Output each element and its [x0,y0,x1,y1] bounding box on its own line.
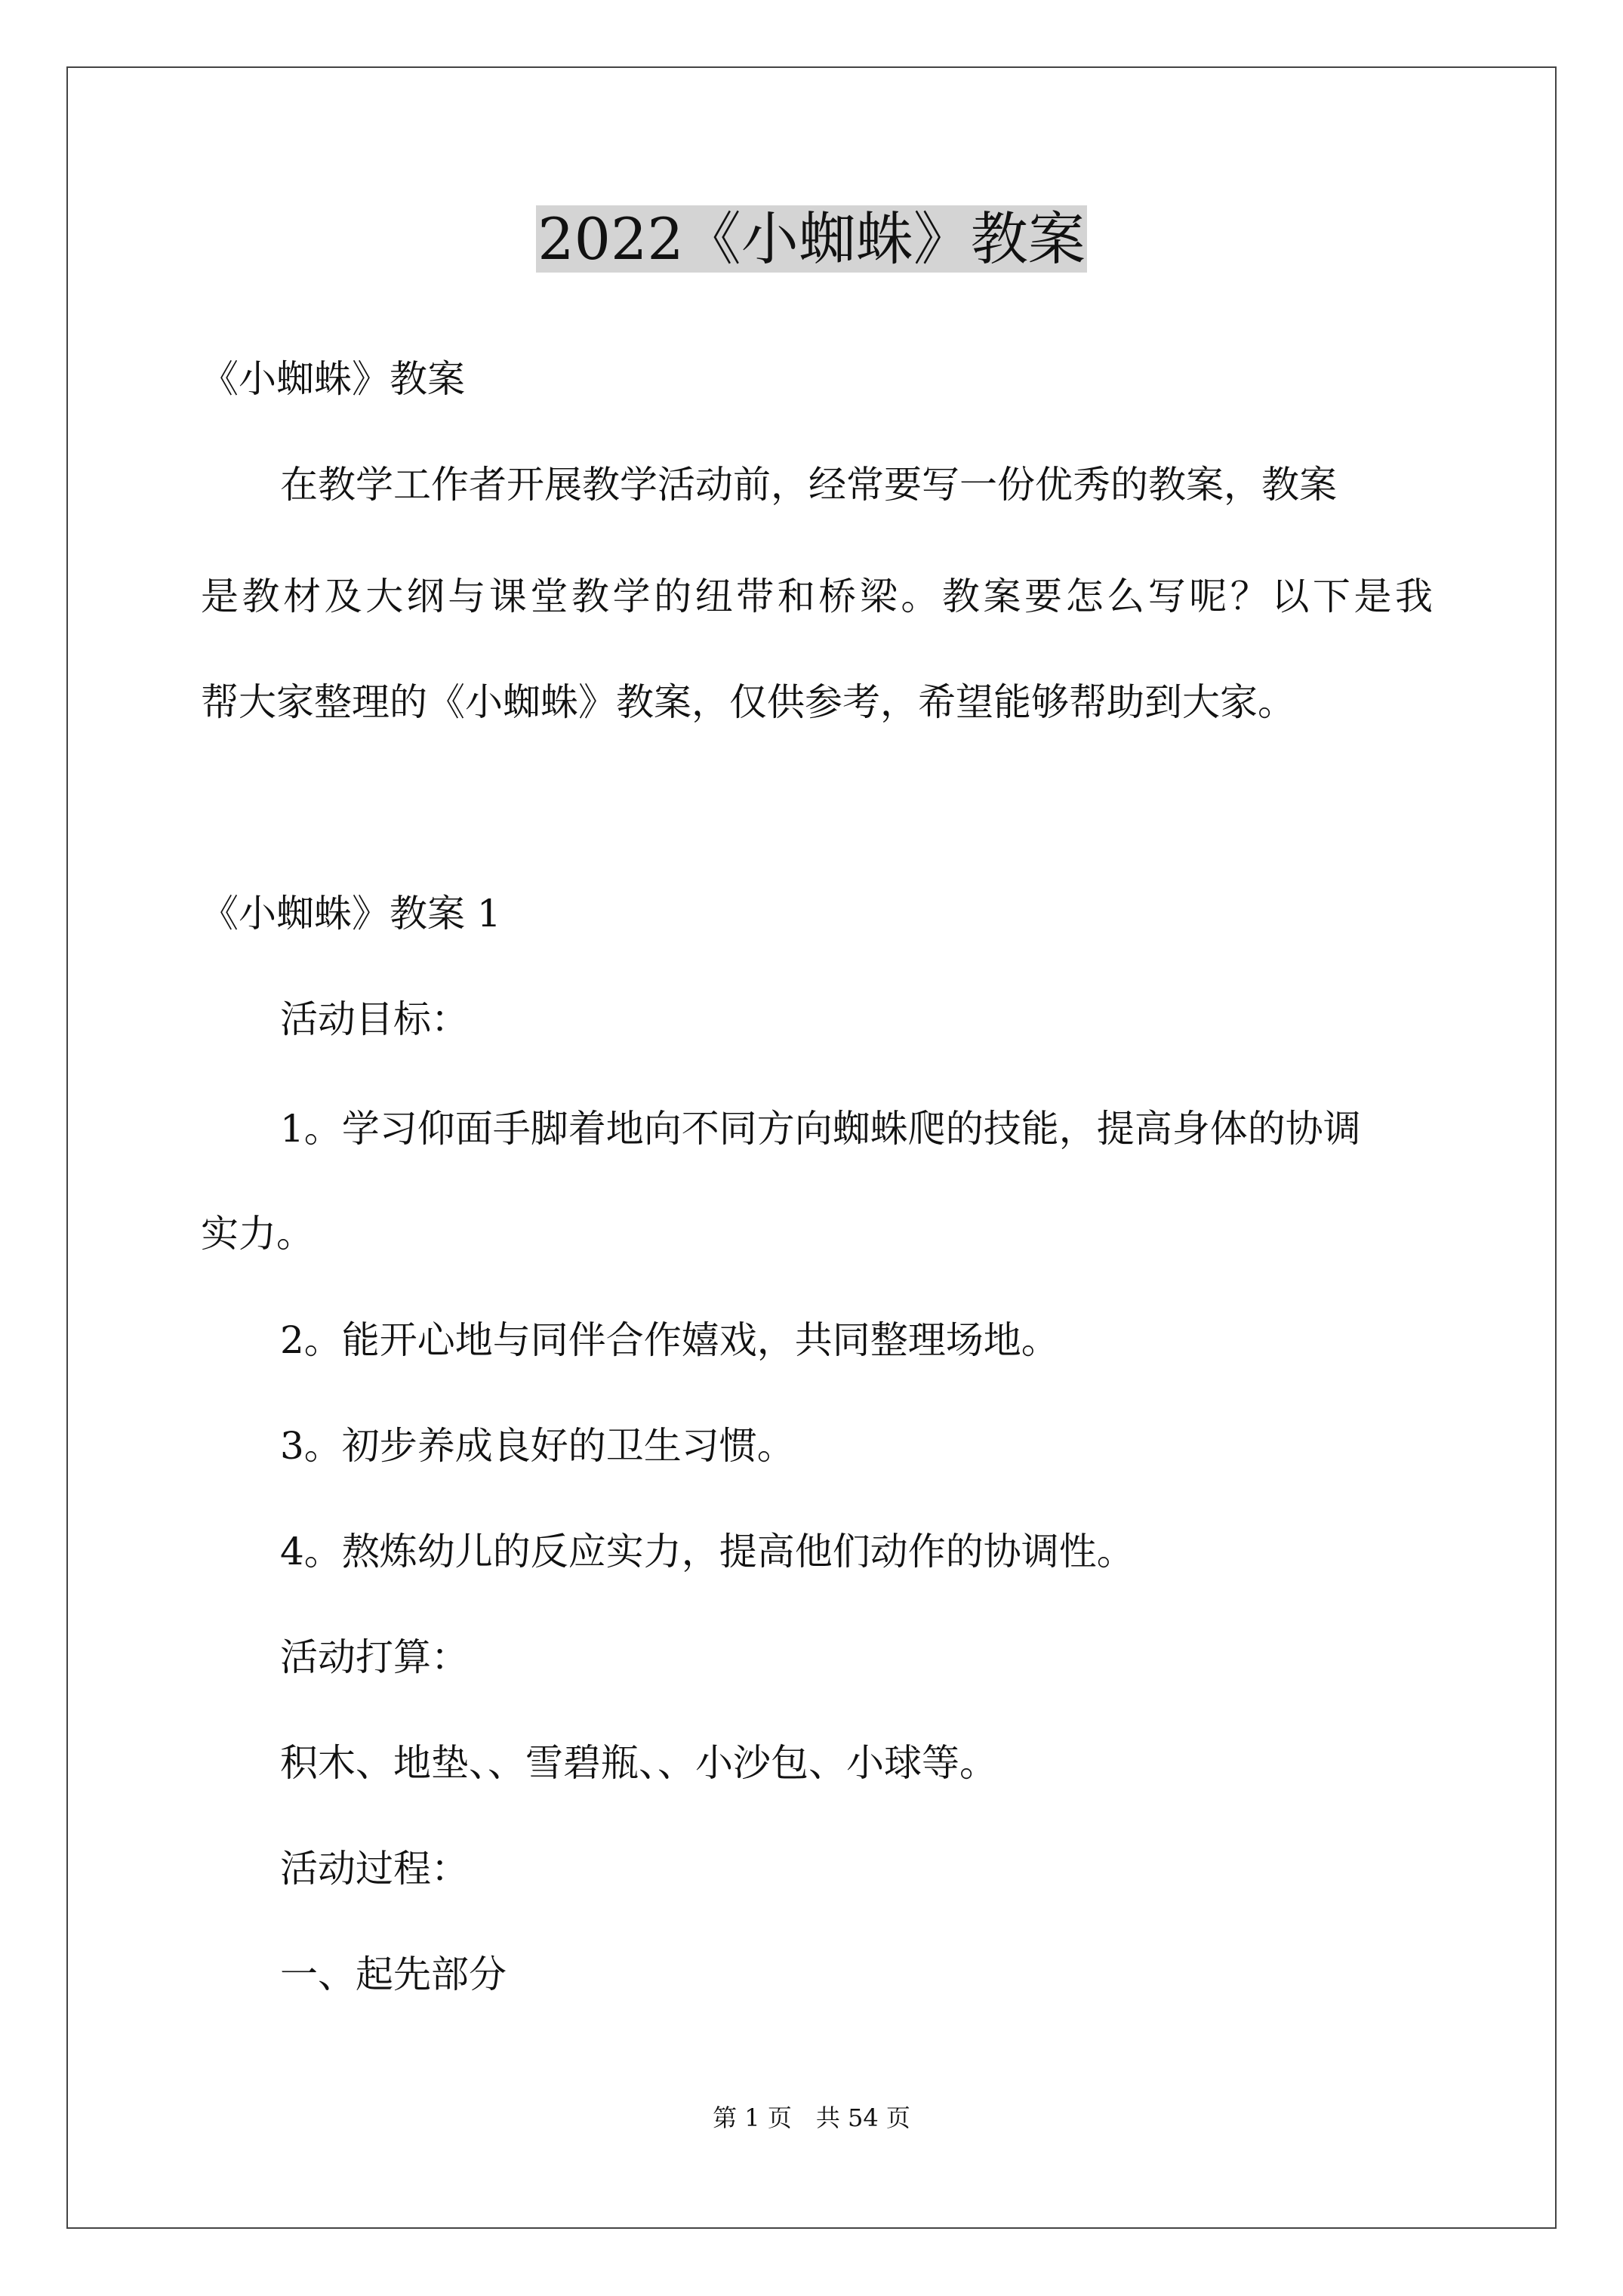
goal-1-line-2: 实力。 [201,1212,314,1256]
intro-line-1: 在教学工作者开展教学活动前，经常要写一份优秀的教案，教案 [280,463,1337,507]
intro-line-2: 是教材及大纲与课堂教学的纽带和桥梁。教案要怎么写呢？以下是我 [201,575,1433,618]
intro-line-3: 帮大家整理的《小蜘蛛》教案，仅供参考，希望能够帮助到大家。 [201,680,1295,724]
part-1-heading: 一、起先部分 [280,1952,507,1996]
goal-3: 3。初步养成良好的卫生习惯。 [280,1424,795,1468]
document-title-text: 2022《小蜘蛛》教案 [537,205,1086,273]
prep-heading: 活动打算： [280,1635,469,1679]
prep-items: 积木、地垫、、雪碧瓶、、小沙包、小球等。 [280,1741,997,1785]
goal-2: 2。能开心地与同伴合作嬉戏，共同整理场地。 [280,1318,1059,1362]
process-heading: 活动过程： [280,1847,469,1891]
document-title [0,200,1623,279]
page-footer: 第 1 页 共 54 页 [713,2103,910,2132]
goals-heading: 活动目标： [280,997,469,1041]
document-subtitle: 《小蜘蛛》教案 [201,357,465,401]
section-heading: 《小蜘蛛》教案 1 [201,892,501,935]
goal-1-line-1: 1。学习仰面手脚着地向不同方向蜘蛛爬的技能，提高身体的协调 [280,1107,1361,1151]
goal-4: 4。熬炼幼儿的反应实力，提高他们动作的协调性。 [280,1530,1135,1573]
